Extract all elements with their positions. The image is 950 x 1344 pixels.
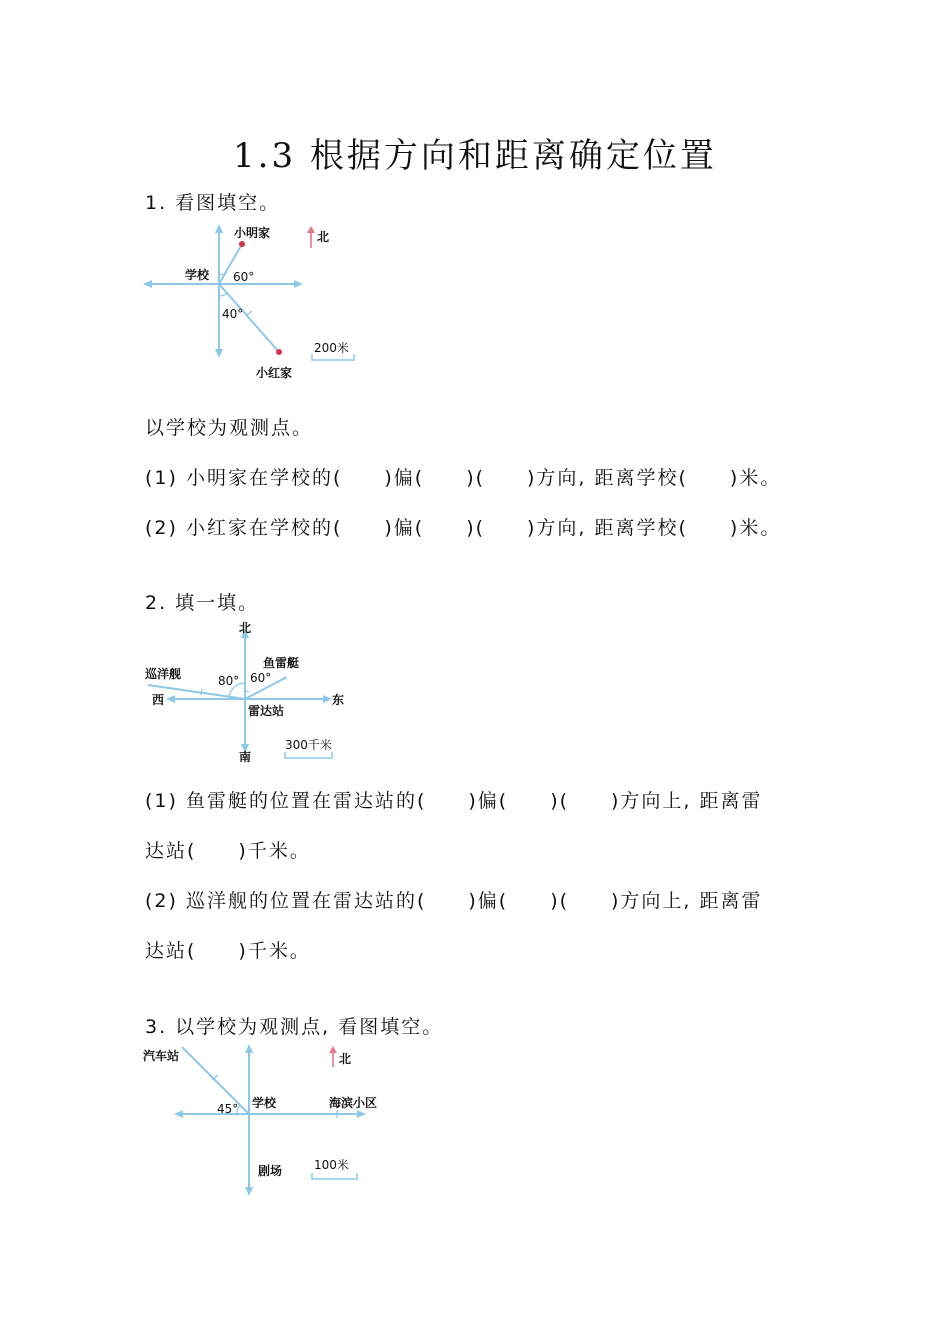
q3-heading: 3. 以学校为观测点, 看图填空。 [145,1016,444,1038]
q3-north-arrow-icon [329,1046,337,1053]
q2-line-4: 达站( )千米。 [145,940,311,962]
q1-line-2: (2) 小红家在学校的( )偏( )( )方向, 距离学校( )米。 [145,517,782,539]
q2-ray-tick [201,689,202,695]
q2-label-scale: 300千米 [285,738,332,752]
q3-axis-arrow-down [245,1187,253,1196]
q1-axis-arrow-right [294,280,303,288]
q1-point-xiaohong [276,349,282,355]
q3-label-scale: 100米 [314,1158,349,1172]
q1-axis-arrow-left [143,280,152,288]
q1-label-scale: 200米 [314,341,349,355]
q3-label-community: 海滨小区 [329,1096,378,1110]
q1-ray-tick [246,311,252,316]
q2-label-angle-right: 60° [250,671,272,685]
q1-label-angle-top: 60° [233,270,255,284]
q3-scale-bar [312,1173,357,1179]
q1-label-xiaoming: 小明家 [234,226,271,240]
q3-axis-arrow-left [174,1110,183,1118]
page-title: 1.3 根据方向和距离确定位置 [233,136,717,176]
q2-label-radar: 雷达站 [248,704,285,718]
q3-ray-bus-station [182,1047,249,1114]
q1-label-angle-bottom: 40° [222,307,244,321]
q2-diagram [140,615,380,770]
q1-axis-arrow-up [215,224,223,233]
q3-axis-arrow-up [245,1044,253,1053]
q2-label-south: 南 [239,750,252,764]
q1-axis-arrow-down [215,349,223,358]
q2-line-3: (2) 巡洋舰的位置在雷达站的( )偏( )( )方向上, 距离雷 [145,890,763,912]
q1-intro: 以学校为观测点。 [145,417,314,439]
q2-line-1: (1) 鱼雷艇的位置在雷达站的( )偏( )( )方向上, 距离雷 [145,790,763,812]
q3-label-angle: 45° [217,1102,239,1116]
q1-label-north: 北 [317,230,330,244]
q1-heading: 1. 看图填空。 [145,192,281,214]
q1-line-1: (1) 小明家在学校的( )偏( )( )方向, 距离学校( )米。 [145,467,782,489]
q2-label-west: 西 [152,693,165,707]
q3-label-bus-station: 汽车站 [143,1049,180,1063]
q1-point-xiaoming [239,241,245,247]
q2-line-2: 达站( )千米。 [145,840,311,862]
q3-axis-arrow-right [357,1110,366,1118]
q3-label-school: 学校 [252,1096,277,1110]
q1-diagram [140,220,380,385]
q3-label-theater: 剧场 [258,1164,283,1178]
q2-point-torpedo [283,676,286,679]
q1-angle-arc-bottom [219,293,227,296]
q3-label-north: 北 [339,1052,352,1066]
q2-label-north: 北 [239,621,252,635]
q1-label-school: 学校 [185,268,210,282]
q2-label-cruiser: 巡洋舰 [145,667,182,681]
q2-label-angle-left: 80° [218,674,240,688]
q2-heading: 2. 填一填。 [145,592,260,614]
q1-label-xiaohong: 小红家 [256,366,293,380]
q2-label-east: 东 [332,693,345,707]
q2-axis-arrow-left [166,695,175,703]
q2-label-torpedo: 鱼雷艇 [263,656,300,670]
q3-diagram [140,1040,400,1202]
q2-axis-arrow-right [323,695,332,703]
q1-north-arrow-icon [307,226,315,233]
q2-scale-bar [285,752,332,758]
